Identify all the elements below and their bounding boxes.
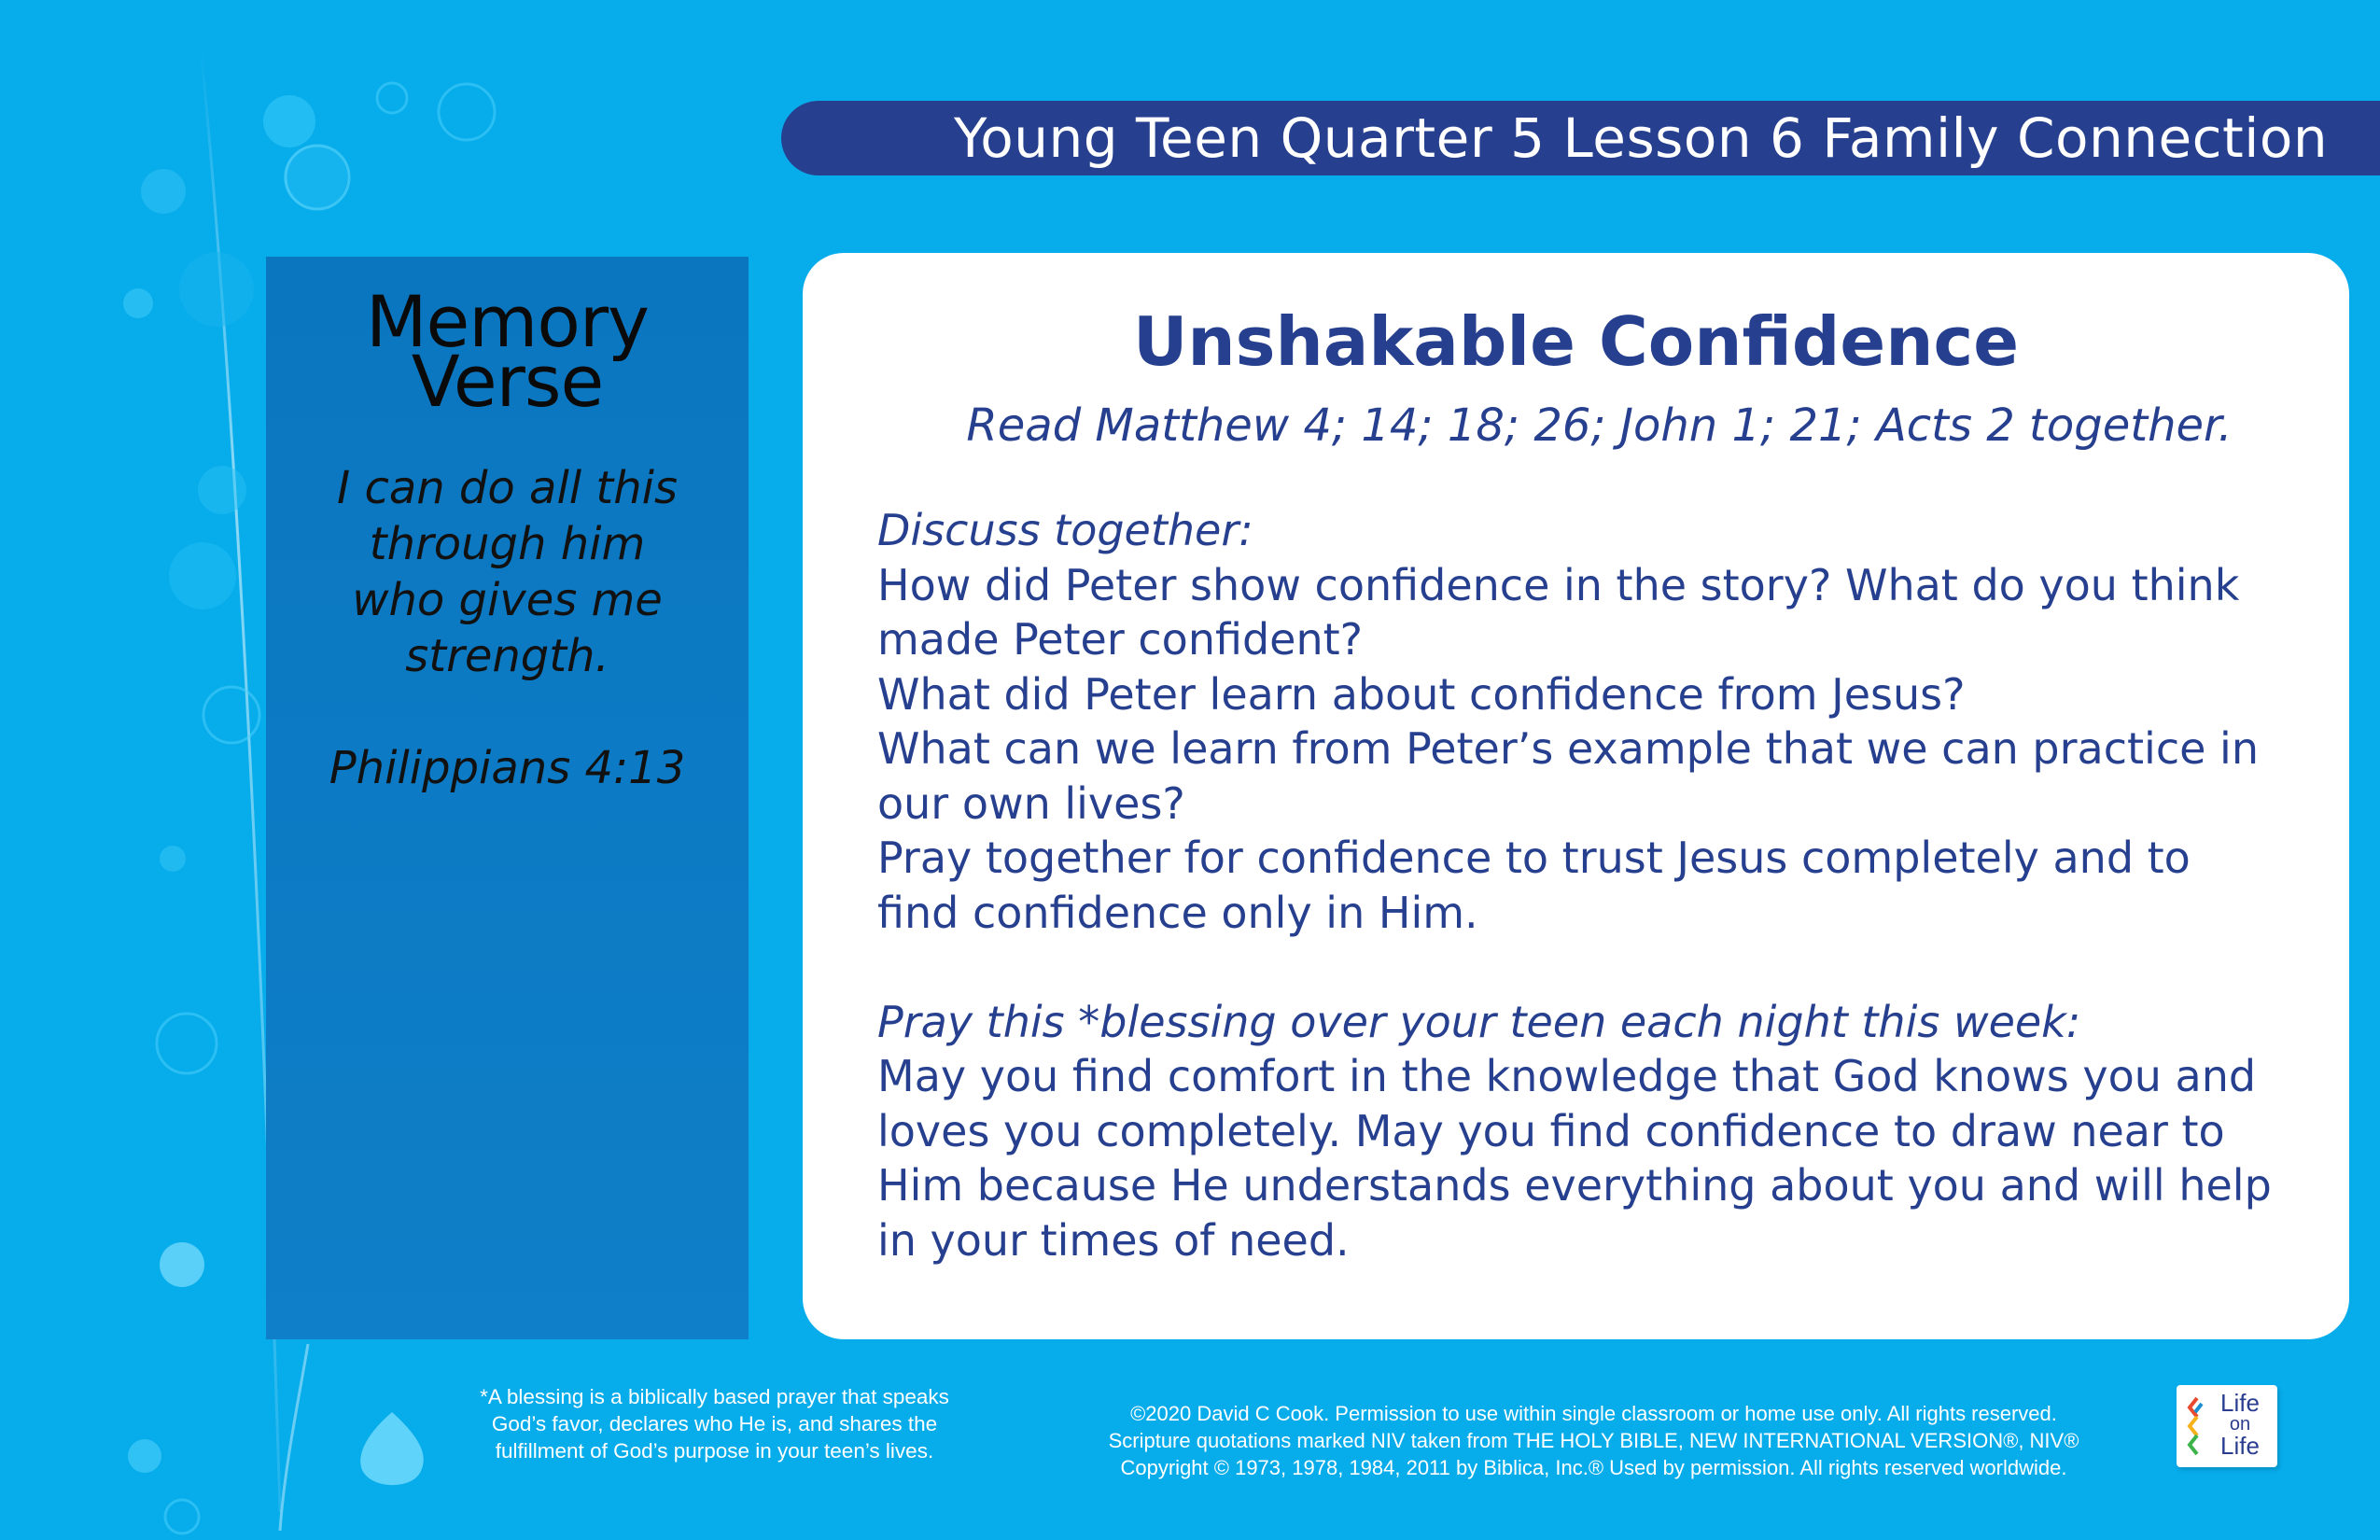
memory-verse-reference: Philippians 4:13	[329, 742, 686, 794]
blessing-line: in your times of need.	[877, 1214, 1350, 1266]
lesson-title-bar	[781, 101, 2380, 175]
discuss-line: Pray together for confidence to trust Jesus completely and to	[877, 833, 2191, 883]
paragraph-gap	[877, 940, 2287, 995]
blessing-label: Pray this *blessing over your teen each night this week:	[877, 996, 2081, 1047]
memory-verse-panel	[266, 257, 749, 1339]
discuss-line: How did Peter show confidence in the story? What do you think	[877, 559, 2240, 610]
discuss-line: What did Peter learn about confidence from Jesus?	[877, 668, 1966, 720]
discuss-line: made Peter confident?	[877, 614, 1364, 665]
lesson-content-card	[803, 253, 2349, 1339]
blessing-line: May you find comfort in the knowledge that God knows you and	[877, 1051, 2257, 1101]
discuss-line: our own lives?	[877, 777, 1185, 829]
copyright-notice: ©2020 David C Cook. Permission to use within single classroom or home use only. All rights reserved. Scripture quotations marked NIV taken from THE HOLY BIBLE, NEW INTERNATIONAL VERSION®, NIV® Copyright © 1973, 1978, 1984, 2011 by Biblica, Inc.® Used by permission. All rights reserved worldwide.	[1108, 1402, 2079, 1479]
life-on-life-logo: Life on Life	[2177, 1385, 2277, 1467]
card-title: Unshakable Confidence	[1132, 302, 2020, 381]
reading-instruction: Read Matthew 4; 14; 18; 26; John 1; 21; Acts 2 together.	[966, 399, 2233, 452]
discuss-line: What can we learn from Peter’s example that we can practice in	[877, 723, 2259, 774]
logo-stripes-icon	[2184, 1396, 2205, 1456]
memory-verse-heading: Memory Verse	[365, 280, 650, 423]
blessing-line: Him because He understands everything about you and will help	[877, 1160, 2272, 1211]
discuss-label: Discuss together:	[877, 505, 1253, 555]
lesson-title: Young Teen Quarter 5 Lesson 6 Family Connection	[954, 106, 2329, 170]
memory-verse-text: I can do all this through him who gives me strength.	[337, 462, 678, 682]
blessing-line: loves you completely. May you find confidence to draw near to	[877, 1105, 2225, 1156]
discuss-line: find confidence only in Him.	[877, 887, 1478, 938]
card-body	[877, 503, 2287, 1267]
blessing-footnote: *A blessing is a biblically based prayer that speaks God’s favor, declares who He is, and shares the fulfillment of God’s purpose in your teen’s lives.	[480, 1385, 949, 1463]
